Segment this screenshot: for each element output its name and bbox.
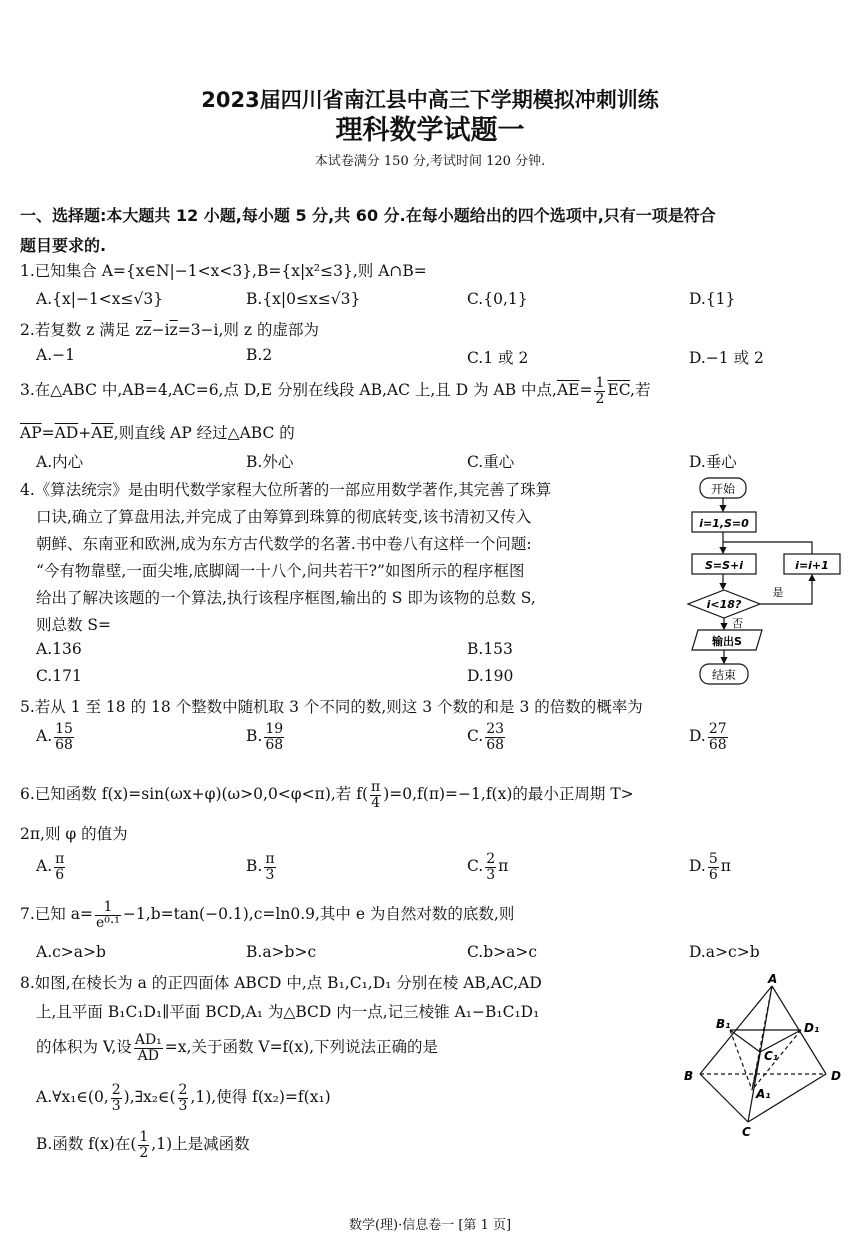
q1-option-a: A.{x|−1<x≤√3} bbox=[36, 290, 164, 308]
q6-option-c: C. $\frac{2}{3}$ π bbox=[467, 851, 509, 883]
flow-inc-label: i=i+1 bbox=[795, 559, 829, 572]
q2-option-a: A.−1 bbox=[36, 346, 75, 364]
question-4-line4: “今有物靠壁,一面尖堆,底脚阔一十八个,问共若干?”如图所示的程序框图 bbox=[36, 562, 525, 580]
flow-no-label: 否 bbox=[732, 617, 743, 630]
flow-yes-label: 是 bbox=[772, 586, 784, 599]
exam-subject-title: 理科数学试题一 bbox=[335, 115, 525, 146]
question-3-stem-line2: $\overline{AP}=\overline{AD}+\overline{AE}$,则直线 AP 经过△ABC 的 bbox=[20, 424, 295, 442]
q1-option-c: C.{0,1} bbox=[467, 290, 528, 308]
q4-option-b: B.153 bbox=[467, 640, 513, 658]
q2-option-d: D.−1 或 2 bbox=[689, 349, 764, 367]
vertex-a1-label: A₁ bbox=[756, 1087, 771, 1101]
question-7-stem: 7.已知 a= $\frac{1}{\text{e⁰·¹}}$ −1,b=tan(−0.1),c=ln0.9,其中 e 为自然对数的底数,则 bbox=[20, 899, 515, 931]
q6-option-a: A. $\frac{\pi}{6}$ bbox=[36, 851, 65, 883]
q7-option-a: A.c>a>b bbox=[36, 943, 106, 961]
question-2-stem: 2.若复数 z 满足 $z\overline{z}-i\overline{z}=3-i$,则 z 的虚部为 bbox=[20, 321, 319, 339]
q5-option-c: C. $\frac{23}{68}$ bbox=[467, 721, 505, 753]
vertex-d1-label: D₁ bbox=[804, 1021, 820, 1035]
q6-option-b: B. $\frac{\pi}{3}$ bbox=[246, 851, 275, 883]
q2-option-b: B.2 bbox=[246, 346, 273, 364]
q8-option-a: A.∀x₁∈(0, $\frac{2}{3}$ ),∃x₂∈( $\frac{2}{3}$ ,1),使得 f(x₂)=f(x₁) bbox=[36, 1082, 331, 1114]
q3-option-c: C.重心 bbox=[467, 453, 515, 471]
q4-option-a: A.136 bbox=[36, 640, 82, 658]
question-5-stem: 5.若从 1 至 18 的 18 个整数中随机取 3 个不同的数,则这 3 个数的和是 3 的倍数的概率为 bbox=[20, 698, 643, 716]
question-8-line2: 上,且平面 B₁C₁D₁∥平面 BCD,A₁ 为△BCD 内一点,记三棱锥 A₁−B₁C₁D₁ bbox=[36, 1003, 540, 1021]
q1-option-d: D.{1} bbox=[689, 290, 736, 308]
q7-option-b: B.a>b>c bbox=[246, 943, 317, 961]
question-4-line2: 口诀,确立了算盘用法,并完成了由筹算到珠算的彻底转变,该书清初又传入 bbox=[36, 508, 532, 526]
flowchart-figure bbox=[680, 474, 846, 690]
question-6-stem-line2: 2π,则 φ 的值为 bbox=[20, 825, 128, 843]
flow-cond-label: i<18? bbox=[706, 598, 742, 611]
question-4-line5: 给出了解决该题的一个算法,执行该程序框图,输出的 S 即为该物的总数 S, bbox=[36, 589, 536, 607]
q6-option-d: D. $\frac{5}{6}$ π bbox=[689, 851, 731, 883]
flow-start-label: 开始 bbox=[710, 482, 736, 496]
question-1-stem: 1.已知集合 A={x∈N|−1<x<3},B={x|x²≤3},则 A∩B= bbox=[20, 262, 427, 280]
flow-sum-label: S=S+i bbox=[704, 559, 744, 572]
q8-option-b: B.函数 f(x)在( $\frac{1}{2}$ ,1)上是减函数 bbox=[36, 1129, 250, 1161]
q5-option-a: A. $\frac{15}{68}$ bbox=[36, 721, 73, 753]
tetrahedron-figure bbox=[680, 970, 850, 1138]
q3-option-a: A.内心 bbox=[36, 453, 84, 471]
q3-option-b: B.外心 bbox=[246, 453, 294, 471]
flow-init-label: i=1,S=0 bbox=[699, 517, 749, 530]
section-heading-line2: 题目要求的. bbox=[20, 236, 107, 255]
q2-option-c: C.1 或 2 bbox=[467, 349, 529, 367]
q5-option-d: D. $\frac{27}{68}$ bbox=[689, 721, 727, 753]
page-footer: 数学(理)·信息卷一 [第 1 页] bbox=[348, 1218, 512, 1233]
q4-option-d: D.190 bbox=[467, 667, 514, 685]
vertex-b-label: B bbox=[684, 1069, 694, 1083]
exam-info: 本试卷满分 150 分,考试时间 120 分钟. bbox=[314, 154, 546, 169]
question-4-line1: 4.《算法统宗》是由明代数学家程大位所著的一部应用数学著作,其完善了珠算 bbox=[20, 481, 552, 499]
question-3-stem: 3.在△ABC 中,AB=4,AC=6,点 D,E 分别在线段 AB,AC 上,且 D 为 AB 中点$,\overline{AE}=$ $\frac{1}{2}$ $\overline{EC}$,若 bbox=[20, 375, 651, 407]
question-4-line6: 则总数 S= bbox=[36, 616, 112, 634]
q1-option-b: B.{x|0≤x≤√3} bbox=[246, 290, 361, 308]
exam-title: 2023届四川省南江县中高三下学期模拟冲刺训练 bbox=[201, 88, 659, 112]
flow-output-label: 输出S bbox=[712, 635, 742, 648]
q7-option-c: C.b>a>c bbox=[467, 943, 538, 961]
q5-option-b: B. $\frac{19}{68}$ bbox=[246, 721, 284, 753]
q3-option-d: D.垂心 bbox=[689, 453, 737, 471]
question-8-line1: 8.如图,在棱长为 a 的正四面体 ABCD 中,点 B₁,C₁,D₁ 分别在棱 AB,AC,AD bbox=[20, 974, 542, 992]
flow-end-label: 结束 bbox=[711, 668, 737, 682]
vertex-c1-label: C₁ bbox=[764, 1049, 779, 1063]
question-4-line3: 朝鲜、东南亚和欧洲,成为东方古代数学的名著.书中卷八有这样一个问题: bbox=[36, 535, 532, 553]
section-heading-line1: 一、选择题:本大题共 12 小题,每小题 5 分,共 60 分.在每小题给出的四个选项中,只有一项是符合 bbox=[20, 206, 716, 225]
vertex-b1-label: B₁ bbox=[716, 1017, 731, 1031]
question-6-stem: 6.已知函数 f(x)=sin(ωx+φ)(ω>0,0<φ<π),若 f( $\frac{\pi}{4}$ )=0,f(π)=−1,f(x)的最小正周期 T> bbox=[20, 779, 634, 811]
question-8-line3: 的体积为 V,设 $\frac{\text{AD₁}}{AD}$ =x,关于函数 V=f(x),下列说法正确的是 bbox=[36, 1032, 439, 1064]
q7-option-d: D.a>c>b bbox=[689, 943, 760, 961]
vertex-d-label: D bbox=[831, 1069, 841, 1083]
q4-option-c: C.171 bbox=[36, 667, 82, 685]
vertex-a-label: A bbox=[768, 972, 778, 986]
vertex-c-label: C bbox=[742, 1125, 751, 1138]
